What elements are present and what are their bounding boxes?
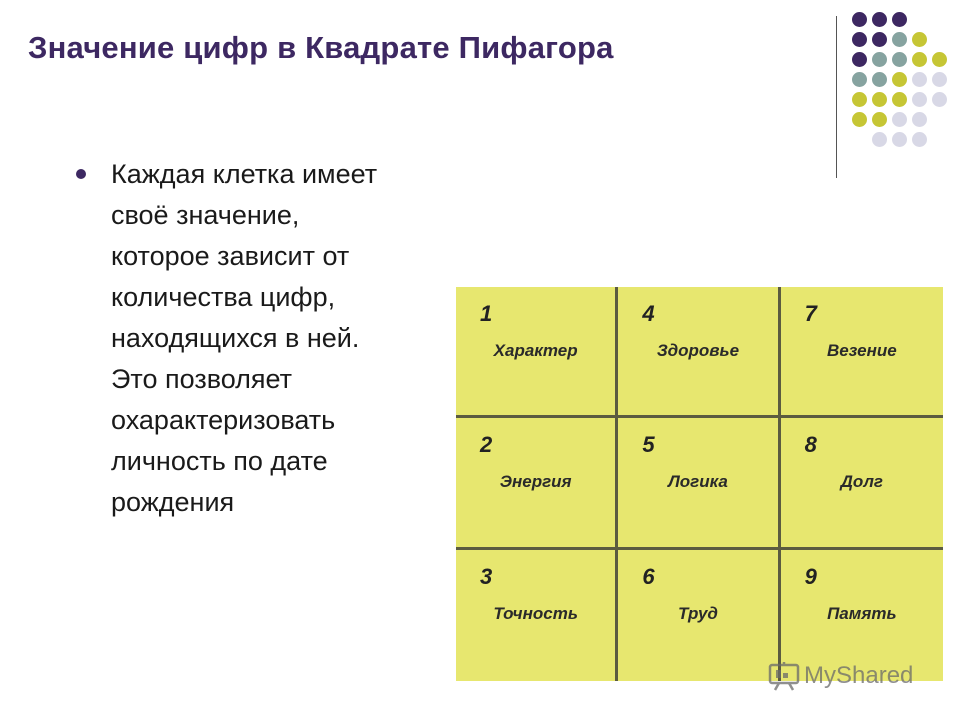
cell-number: 5 (642, 432, 655, 458)
cell-label: Характер (493, 341, 578, 360)
cell-number: 7 (804, 301, 817, 326)
square-cell-4 (618, 287, 780, 418)
cell-label: Точность (493, 603, 578, 623)
decorative-dot (872, 32, 887, 47)
cell-label: Везение (826, 341, 897, 360)
decorative-dot (932, 52, 947, 67)
cell-number: 8 (804, 432, 817, 458)
decorative-dot (892, 72, 907, 87)
decorative-dot (892, 92, 907, 107)
decorative-dot (852, 72, 867, 87)
cell-label: Энергия (499, 472, 572, 492)
cell-number: 2 (480, 432, 493, 458)
watermark (768, 656, 913, 696)
cell-label: Труд (678, 603, 718, 623)
decorative-dot (872, 72, 887, 87)
decorative-dot (872, 92, 887, 107)
decorative-dot (932, 92, 947, 107)
decorative-dot-grid (852, 12, 952, 162)
decorative-dot (912, 52, 927, 67)
decorative-dot (912, 72, 927, 87)
decorative-dot (852, 92, 867, 107)
cell-label: Здоровье (656, 341, 740, 360)
decorative-dot (892, 52, 907, 67)
decorative-dot (872, 52, 887, 67)
decorative-dot (892, 32, 907, 47)
decorative-dot (932, 72, 947, 87)
bullet-dot-icon (76, 169, 86, 179)
pythagoras-square (456, 287, 943, 681)
square-cell-6 (618, 550, 780, 681)
decorative-dot (912, 32, 927, 47)
bullet-text: Каждая клетка имеет своё значение, которое зависит от количества цифр, находящихся в ней. Это позволяет охарактеризовать личность по дате рождения (111, 159, 378, 517)
cell-number: 1 (480, 301, 493, 326)
decorative-dot (892, 132, 907, 147)
decorative-dot (852, 12, 867, 27)
square-cell-1 (456, 287, 618, 418)
square-cell-7 (781, 287, 943, 418)
decorative-dot (892, 12, 907, 27)
square-cell-5 (618, 418, 780, 549)
decorative-dot (912, 92, 927, 107)
cell-number: 4 (642, 301, 655, 326)
cell-label: Память (827, 603, 897, 623)
decorative-dot (872, 112, 887, 127)
cell-label: Логика (668, 472, 728, 492)
decorative-dot (912, 132, 927, 147)
presentation-icon (768, 661, 800, 691)
square-cell-8 (781, 418, 943, 549)
decorative-dot (872, 132, 887, 147)
cell-label: Долг (840, 472, 883, 492)
decorative-dot (872, 12, 887, 27)
cell-number: 9 (804, 563, 817, 589)
square-cell-3 (456, 550, 618, 681)
square-cell-2 (456, 418, 618, 549)
slide-title: Значение цифр в Квадрате Пифагора (28, 30, 614, 65)
cell-number: 6 (642, 563, 655, 589)
decorative-dot (892, 112, 907, 127)
decorative-divider (836, 16, 837, 178)
decorative-dot (852, 52, 867, 67)
decorative-dot (912, 112, 927, 127)
decorative-dot (852, 32, 867, 47)
watermark-text: MyShared (804, 662, 914, 689)
cell-number: 3 (480, 563, 493, 589)
decorative-dot (852, 112, 867, 127)
